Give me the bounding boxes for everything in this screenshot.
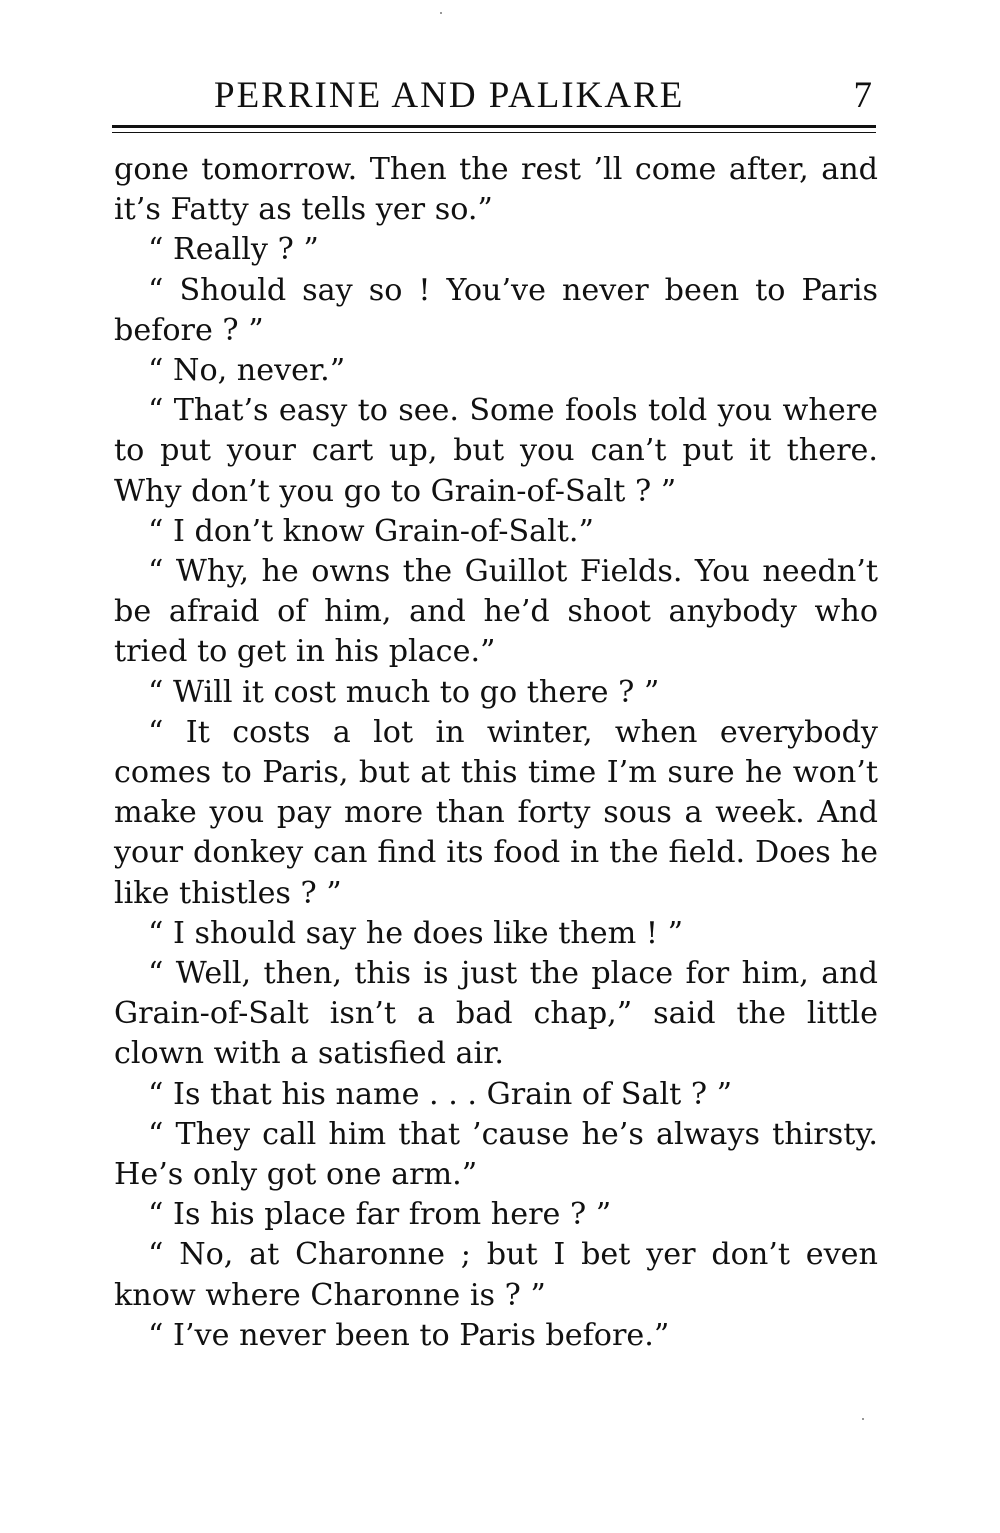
running-title: PERRINE AND PALIKARE xyxy=(214,75,685,116)
page-header xyxy=(112,74,878,120)
paragraph: “ I should say he does like them ! ” xyxy=(148,915,684,951)
paragraph: “ That’s easy to see. Some fools told you where to put your cart up, but you can’t put it there. Why don’t you go to Grain-of-Salt ? ” xyxy=(114,393,878,509)
page-number: 7 xyxy=(853,75,872,116)
paragraph: “ No, at Charonne ; but I bet yer don’t even know where Charonne is ? ” xyxy=(114,1237,878,1313)
paragraph: “ They call him that ’cause he’s always thirsty. He’s only got one arm.” xyxy=(114,1116,878,1193)
paragraph: “ Is that his name . . . Grain of Salt ? ” xyxy=(148,1076,733,1112)
paragraph: “ Is his place far from here ? ” xyxy=(148,1197,612,1233)
body-text xyxy=(114,150,878,1356)
paragraph: “ It costs a lot in winter, when everybody comes to Paris, but at this time I’m sure he won’t make you pay more than forty sous a week. And your donkey can find its food in the field. Does he like thistles ? ” xyxy=(114,714,878,911)
paragraph: “ Well, then, this is just the place for him, and Grain-of-Salt isn’t a bad chap,” said the little clown with a satisfied air. xyxy=(114,956,878,1072)
print-speck xyxy=(440,12,442,14)
print-speck xyxy=(862,1418,864,1420)
paragraph: “ Should say so ! You’ve never been to Paris before ? ” xyxy=(114,272,878,348)
paragraph: “ Why, he owns the Guillot Fields. You needn’t be afraid of him, and he’d shoot anybody who tried to get in his place.” xyxy=(114,554,878,670)
paragraph: “ No, never.” xyxy=(148,353,346,389)
paragraph: “ I don’t know Grain-of-Salt.” xyxy=(148,513,594,549)
header-rule-thin xyxy=(112,132,876,133)
paragraph: gone tomorrow. Then the rest ’ll come after, and it’s Fatty as tells yer so.” xyxy=(114,152,878,228)
paragraph: “ Really ? ” xyxy=(148,232,319,268)
paragraph: “ I’ve never been to Paris before.” xyxy=(148,1317,670,1353)
paragraph: “ Will it cost much to go there ? ” xyxy=(148,674,660,710)
header-rule-thick xyxy=(112,125,876,128)
